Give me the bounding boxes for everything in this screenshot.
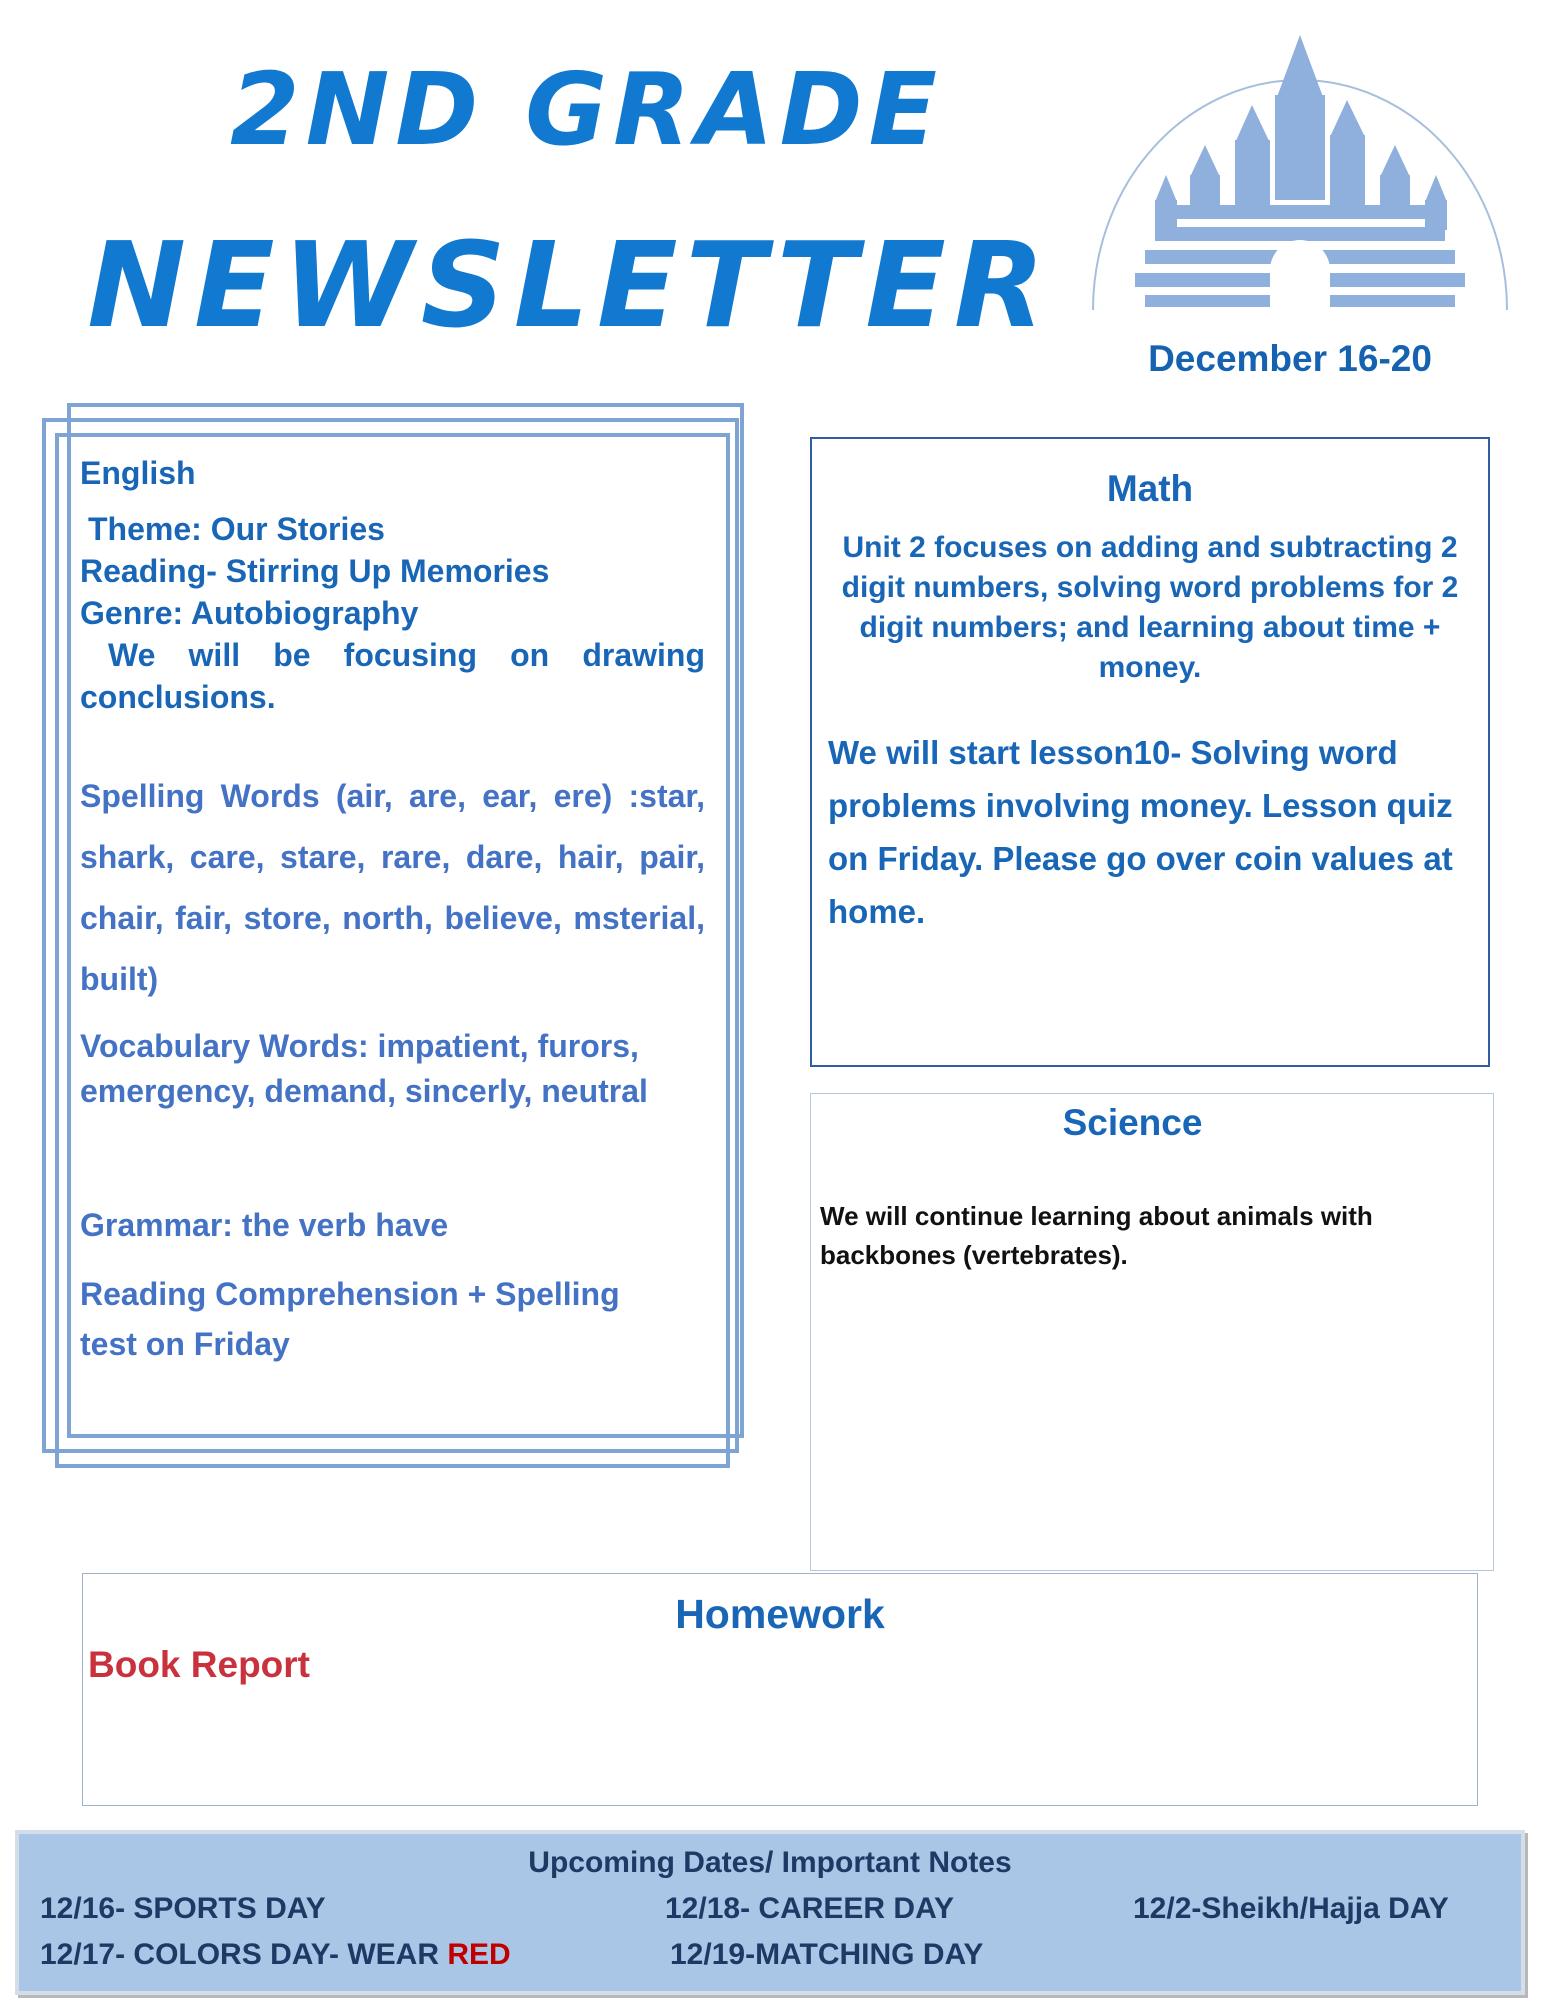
english-focus: We will be focusing on drawing conclusions. — [80, 637, 705, 715]
note-colors-day-red: RED — [447, 1938, 511, 1971]
science-heading: Science — [1062, 1102, 1203, 1143]
note-matching-day: 12/19-MATCHING DAY — [670, 1938, 984, 1971]
newsletter-title-line2: NEWSLETTER — [87, 216, 1053, 354]
english-reading: Reading- Stirring Up Memories — [80, 553, 550, 589]
castle-logo-icon — [1085, 25, 1515, 335]
english-theme: Theme: Our Stories — [88, 511, 385, 547]
english-test-note: Reading Comprehension + Spelling test on Friday — [80, 1276, 620, 1362]
notes-heading: Upcoming Dates/ Important Notes — [528, 1846, 1012, 1879]
newsletter-date: December 16-20 — [1148, 338, 1432, 379]
english-spelling-words: Spelling Words (air, are, ear, ere) :star, shark, care, stare, rare, dare, hair, pair, chair, fair, store, north, believe, msterial, built) — [80, 778, 705, 997]
english-grammar: Grammar: the verb have — [80, 1207, 449, 1243]
english-vocabulary-words: Vocabulary Words: impatient, furors, emergency, demand, sincerly, neutral — [80, 1028, 648, 1109]
note-colors-day — [40, 1938, 511, 1972]
note-sheikh-hajja-day: 12/2-Sheikh/Hajja DAY — [1133, 1892, 1449, 1925]
note-colors-day-text: 12/17- COLORS DAY- WEAR — [40, 1938, 448, 1971]
science-text: We will continue learning about animals with backbones (vertebrates). — [820, 1201, 1373, 1270]
english-genre: Genre: Autobiography — [80, 595, 419, 631]
math-heading: Math — [1106, 468, 1194, 509]
homework-item: Book Report — [88, 1644, 310, 1685]
math-unit-text: Unit 2 focuses on adding and subtracting 2 digit numbers, solving word problems for 2 digit numbers; and learning about time + money. — [841, 531, 1459, 684]
science-box — [810, 1093, 1494, 1571]
newsletter-title-line1: 2ND GRADE — [230, 51, 943, 168]
note-sports-day: 12/16- SPORTS DAY — [40, 1892, 326, 1925]
math-lesson-text: We will start lesson10- Solving word problems involving money. Lesson quiz on Friday. Please go over coin values at home. — [828, 734, 1453, 930]
note-career-day: 12/18- CAREER DAY — [665, 1892, 954, 1925]
english-heading: English — [80, 455, 196, 491]
homework-heading: Homework — [675, 1591, 885, 1637]
